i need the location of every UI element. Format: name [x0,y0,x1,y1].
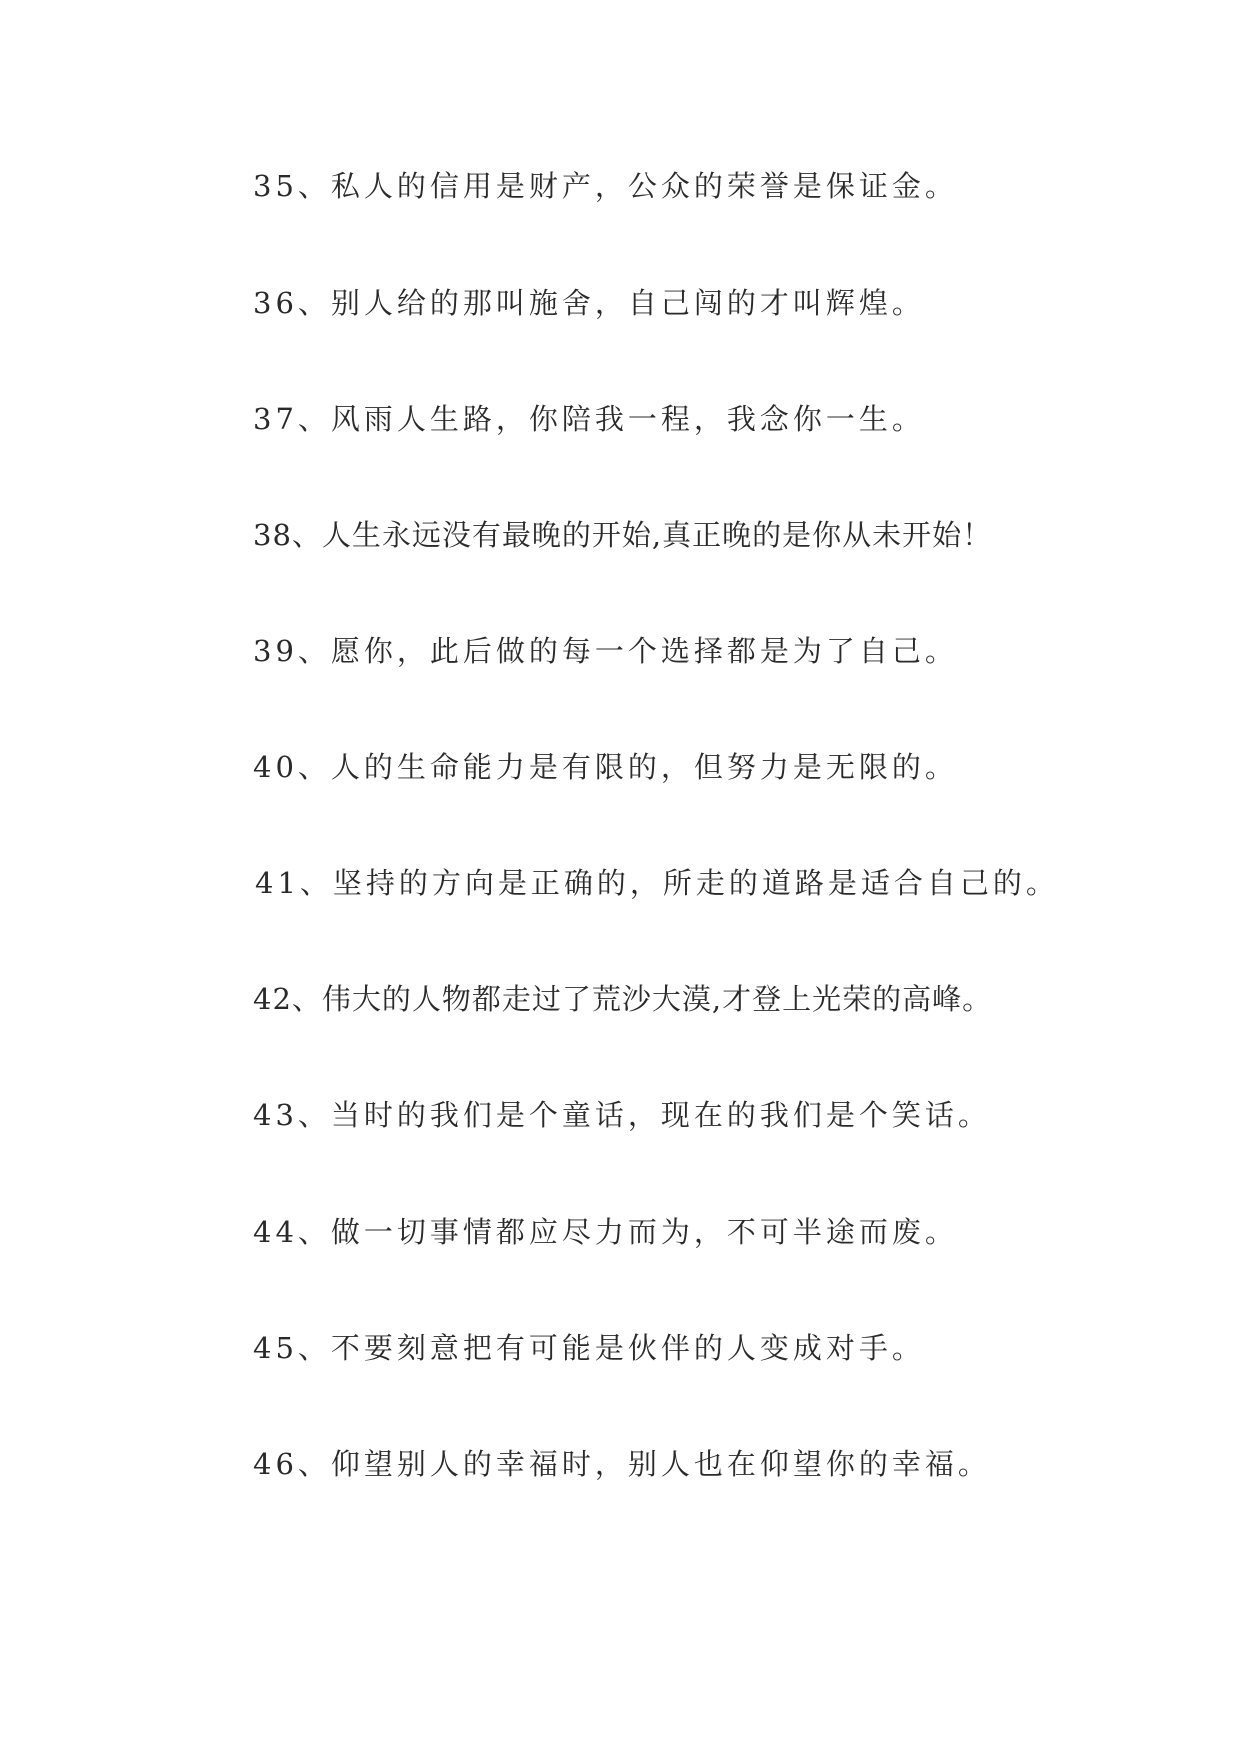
quote-line-45: 45、不要刻意把有可能是伙伴的人变成对手。 [253,1331,925,1365]
quote-line-37: 37、风雨人生路，你陪我一程，我念你一生。 [253,402,925,436]
quote-line-40: 40、人的生命能力是有限的，但努力是无限的。 [253,750,958,784]
quote-line-46: 46、仰望别人的幸福时，别人也在仰望你的幸福。 [253,1447,991,1481]
quote-line-42: 42、伟大的人物都走过了荒沙大漠,才登上光荣的高峰。 [253,982,993,1016]
quote-line-35: 35、私人的信用是财产，公众的荣誉是保证金。 [253,169,958,203]
quote-line-36: 36、别人给的那叫施舍，自己闯的才叫辉煌。 [253,286,925,320]
quote-line-43: 43、当时的我们是个童话，现在的我们是个笑话。 [253,1098,991,1132]
quote-line-38: 38、人生永远没有最晚的开始,真正晚的是你从未开始！ [253,518,993,552]
quote-line-39: 39、愿你，此后做的每一个选择都是为了自己。 [253,634,958,668]
quote-line-44: 44、做一切事情都应尽力而为，不可半途而废。 [253,1215,958,1249]
quote-line-41: 41、坚持的方向是正确的，所走的道路是适合自己的。 [255,866,1059,900]
